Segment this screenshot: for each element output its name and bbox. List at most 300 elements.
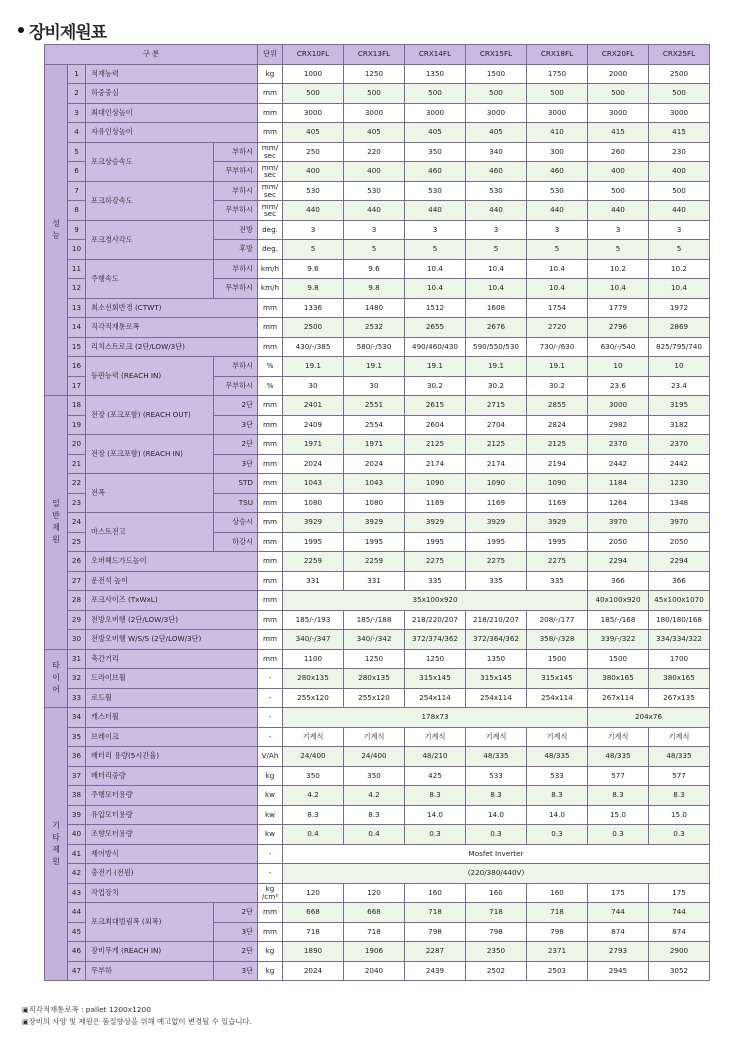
value-cell: 1350 (466, 649, 527, 669)
value-cell: 35x100x920 (283, 591, 588, 611)
value-cell: 500 (588, 181, 649, 201)
value-cell: 218/220/207 (405, 610, 466, 630)
item-name: 주행모터용량 (86, 786, 258, 806)
value-cell: 1000 (283, 64, 344, 84)
unit-cell: mm/ sec (258, 181, 283, 201)
value-cell: 2715 (466, 396, 527, 416)
value-cell: 2442 (588, 454, 649, 474)
value-cell: 48/335 (466, 747, 527, 767)
value-cell: 2174 (405, 454, 466, 474)
value-cell: 350 (344, 766, 405, 786)
value-cell: 1100 (283, 649, 344, 669)
value-cell: 2401 (283, 396, 344, 416)
unit-cell: kg (258, 64, 283, 84)
unit-cell: mm/ sec (258, 142, 283, 162)
row-number: 32 (68, 669, 86, 689)
value-cell: 405 (405, 123, 466, 143)
item-name: 배터리 용량(5시간율) (86, 747, 258, 767)
item-name: 주행속도 (86, 259, 214, 298)
value-cell: 440 (466, 201, 527, 221)
value-cell: 19.1 (466, 357, 527, 377)
value-cell: 2275 (527, 552, 588, 572)
value-cell: 580/-/530 (344, 337, 405, 357)
value-cell: 1608 (466, 298, 527, 318)
unit-cell: kg (258, 961, 283, 981)
value-cell: 기계식 (283, 727, 344, 747)
value-cell: 2174 (466, 454, 527, 474)
value-cell: 1971 (283, 435, 344, 455)
value-cell: 668 (344, 903, 405, 923)
table-row (45, 181, 710, 201)
value-cell: 340/-/342 (344, 630, 405, 650)
value-cell: 178x73 (283, 708, 588, 728)
row-number: 4 (68, 123, 86, 143)
value-cell: 160 (527, 883, 588, 903)
value-cell: 2945 (588, 961, 649, 981)
value-cell: 260 (588, 142, 649, 162)
row-number: 46 (68, 942, 86, 962)
value-cell: 2500 (283, 318, 344, 338)
header-category: 구 분 (45, 45, 258, 65)
value-cell: 3000 (649, 103, 710, 123)
unit-cell: kw (258, 825, 283, 845)
value-cell: 230 (649, 142, 710, 162)
value-cell: 350 (283, 766, 344, 786)
value-cell: 350 (405, 142, 466, 162)
item-name: 포크하강속도 (86, 181, 214, 220)
value-cell: 19.1 (283, 357, 344, 377)
unit-cell: mm (258, 298, 283, 318)
row-number: 27 (68, 571, 86, 591)
value-cell: 798 (405, 922, 466, 942)
value-cell: 220 (344, 142, 405, 162)
value-cell: 10.4 (588, 279, 649, 299)
unit-cell: km/h (258, 259, 283, 279)
value-cell: 335 (405, 571, 466, 591)
value-cell: 5 (527, 240, 588, 260)
value-cell: 1500 (527, 649, 588, 669)
value-cell: 1043 (344, 474, 405, 494)
unit-cell: mm (258, 649, 283, 669)
value-cell: 315x145 (405, 669, 466, 689)
value-cell: 358/-/328 (527, 630, 588, 650)
item-name: 전장 (포크포함) (REACH IN) (86, 435, 214, 474)
value-cell: 2050 (649, 532, 710, 552)
table-row (45, 747, 710, 767)
item-name: 등판능력 (REACH IN) (86, 357, 214, 396)
table-row (45, 552, 710, 572)
table-row (45, 844, 710, 864)
value-cell: 1480 (344, 298, 405, 318)
row-number: 2 (68, 84, 86, 104)
table-row (45, 766, 710, 786)
value-cell: 10.4 (649, 279, 710, 299)
value-cell: 372/374/362 (405, 630, 466, 650)
value-cell: 500 (649, 84, 710, 104)
row-number: 45 (68, 922, 86, 942)
value-cell: 40x100x920 (588, 591, 649, 611)
value-cell: 500 (283, 84, 344, 104)
value-cell: 10.4 (405, 279, 466, 299)
row-number: 40 (68, 825, 86, 845)
table-row (45, 591, 710, 611)
unit-cell: mm (258, 123, 283, 143)
value-cell: 267x114 (588, 688, 649, 708)
value-cell: 400 (283, 162, 344, 182)
value-cell: 1890 (283, 942, 344, 962)
value-cell: 1336 (283, 298, 344, 318)
item-name: 포크경사각도 (86, 220, 214, 259)
table-row (45, 864, 710, 884)
value-cell: 19.1 (527, 357, 588, 377)
value-cell: 2050 (588, 532, 649, 552)
value-cell: 530 (527, 181, 588, 201)
value-cell: 2371 (527, 942, 588, 962)
item-condition: 3단 (214, 922, 258, 942)
header-unit: 단위 (258, 45, 283, 65)
value-cell: 1995 (283, 532, 344, 552)
row-number: 34 (68, 708, 86, 728)
value-cell: 3929 (466, 513, 527, 533)
value-cell: 798 (527, 922, 588, 942)
row-number: 31 (68, 649, 86, 669)
value-cell: 533 (527, 766, 588, 786)
item-condition: STD (214, 474, 258, 494)
table-row (45, 610, 710, 630)
value-cell: 1043 (283, 474, 344, 494)
unit-cell: - (258, 844, 283, 864)
value-cell: 4.2 (283, 786, 344, 806)
item-condition: 하강시 (214, 532, 258, 552)
unit-cell: mm (258, 454, 283, 474)
value-cell: 3 (588, 220, 649, 240)
value-cell: 기계식 (527, 727, 588, 747)
row-number: 22 (68, 474, 86, 494)
item-name: 유압모터용량 (86, 805, 258, 825)
value-cell: 160 (466, 883, 527, 903)
item-name: 작업장치 (86, 883, 258, 903)
value-cell: 440 (588, 201, 649, 221)
item-name: 포크사이즈 (TxWxL) (86, 591, 258, 611)
value-cell: 254x114 (466, 688, 527, 708)
row-number: 1 (68, 64, 86, 84)
value-cell: 3 (344, 220, 405, 240)
value-cell: 500 (649, 181, 710, 201)
value-cell: 825/795/740 (649, 337, 710, 357)
item-name: 충전기 (전원) (86, 864, 258, 884)
value-cell: 2855 (527, 396, 588, 416)
value-cell: 2604 (405, 415, 466, 435)
value-cell: 19.1 (344, 357, 405, 377)
row-number: 9 (68, 220, 86, 240)
value-cell: 3195 (649, 396, 710, 416)
value-cell: 1350 (405, 64, 466, 84)
item-name: 제어방식 (86, 844, 258, 864)
value-cell: 2655 (405, 318, 466, 338)
value-cell: 204x76 (588, 708, 710, 728)
item-condition: 무부하시 (214, 162, 258, 182)
row-number: 25 (68, 532, 86, 552)
value-cell: 기계식 (344, 727, 405, 747)
value-cell: 2503 (527, 961, 588, 981)
value-cell: 5 (466, 240, 527, 260)
value-cell: 2125 (527, 435, 588, 455)
row-number: 11 (68, 259, 86, 279)
value-cell: 9.8 (344, 279, 405, 299)
value-cell: 10 (588, 357, 649, 377)
row-number: 28 (68, 591, 86, 611)
unit-cell: kg (258, 942, 283, 962)
value-cell: 2502 (466, 961, 527, 981)
unit-cell: mm (258, 630, 283, 650)
item-condition: 3단 (214, 454, 258, 474)
value-cell: 2024 (283, 454, 344, 474)
header-model: CRX18FL (527, 45, 588, 65)
table-row (45, 942, 710, 962)
value-cell: 334/334/322 (649, 630, 710, 650)
table-row (45, 357, 710, 377)
table-row (45, 805, 710, 825)
value-cell: 5 (283, 240, 344, 260)
value-cell: 0.3 (588, 825, 649, 845)
row-number: 5 (68, 142, 86, 162)
value-cell: 3000 (527, 103, 588, 123)
item-name: 전폭 (86, 474, 214, 513)
unit-cell: mm (258, 513, 283, 533)
value-cell: 185/-/168 (588, 610, 649, 630)
value-cell: 30 (344, 376, 405, 396)
value-cell: 185/-/193 (283, 610, 344, 630)
value-cell: 500 (466, 84, 527, 104)
value-cell: 5 (588, 240, 649, 260)
value-cell: 48/335 (649, 747, 710, 767)
category-label: 성 능 (45, 64, 68, 396)
item-condition: 2단 (214, 942, 258, 962)
row-number: 10 (68, 240, 86, 260)
category-label: 타 이 어 (45, 649, 68, 708)
value-cell: 500 (405, 84, 466, 104)
unit-cell: % (258, 376, 283, 396)
value-cell: 460 (527, 162, 588, 182)
value-cell: 8.3 (649, 786, 710, 806)
item-name: 드라이브휠 (86, 669, 258, 689)
table-row (45, 571, 710, 591)
value-cell: 8.3 (588, 786, 649, 806)
value-cell: 798 (466, 922, 527, 942)
value-cell: 3 (405, 220, 466, 240)
value-cell: 2125 (405, 435, 466, 455)
value-cell: 1080 (283, 493, 344, 513)
value-cell: 180/180/168 (649, 610, 710, 630)
value-cell: 577 (649, 766, 710, 786)
value-cell: 0.3 (527, 825, 588, 845)
item-condition: 상승시 (214, 513, 258, 533)
value-cell: 2554 (344, 415, 405, 435)
table-row (45, 103, 710, 123)
value-cell: 2287 (405, 942, 466, 962)
value-cell: 331 (344, 571, 405, 591)
unit-cell: mm (258, 571, 283, 591)
value-cell: 1754 (527, 298, 588, 318)
value-cell: 8.3 (527, 786, 588, 806)
unit-cell: mm (258, 318, 283, 338)
value-cell: 4.2 (344, 786, 405, 806)
table-row (45, 142, 710, 162)
unit-cell: mm (258, 415, 283, 435)
value-cell: 315x145 (466, 669, 527, 689)
row-number: 43 (68, 883, 86, 903)
unit-cell: mm/ sec (258, 162, 283, 182)
table-row (45, 318, 710, 338)
value-cell: 630/-/540 (588, 337, 649, 357)
value-cell: 1779 (588, 298, 649, 318)
table-row (45, 435, 710, 455)
item-condition: 전방 (214, 220, 258, 240)
item-condition: 부하시 (214, 259, 258, 279)
value-cell: 기계식 (649, 727, 710, 747)
value-cell: 335 (527, 571, 588, 591)
item-name: 최대인상높이 (86, 103, 258, 123)
value-cell: 1184 (588, 474, 649, 494)
unit-cell: deg. (258, 240, 283, 260)
value-cell: 9.8 (283, 279, 344, 299)
value-cell: 10.2 (588, 259, 649, 279)
value-cell: 2350 (466, 942, 527, 962)
value-cell: 530 (283, 181, 344, 201)
value-cell: 440 (283, 201, 344, 221)
value-cell: 331 (283, 571, 344, 591)
value-cell: 530 (466, 181, 527, 201)
value-cell: 668 (283, 903, 344, 923)
row-number: 17 (68, 376, 86, 396)
value-cell: 19.1 (405, 357, 466, 377)
value-cell: 440 (649, 201, 710, 221)
value-cell: 2442 (649, 454, 710, 474)
item-name: 직각적재통로폭 (86, 318, 258, 338)
value-cell: 718 (283, 922, 344, 942)
value-cell: 175 (588, 883, 649, 903)
value-cell: 2370 (588, 435, 649, 455)
unit-cell: mm (258, 552, 283, 572)
row-number: 38 (68, 786, 86, 806)
value-cell: 718 (405, 903, 466, 923)
value-cell: 2259 (283, 552, 344, 572)
table-row (45, 961, 710, 981)
value-cell: 400 (344, 162, 405, 182)
row-number: 26 (68, 552, 86, 572)
category-label: 일 반 제 원 (45, 396, 68, 650)
value-cell: 460 (405, 162, 466, 182)
item-condition: 2단 (214, 435, 258, 455)
item-name: 로드휠 (86, 688, 258, 708)
table-row (45, 220, 710, 240)
value-cell: 3000 (588, 396, 649, 416)
value-cell: 15.0 (588, 805, 649, 825)
unit-cell: mm (258, 903, 283, 923)
value-cell: 2900 (649, 942, 710, 962)
value-cell: 2796 (588, 318, 649, 338)
unit-cell: kw (258, 805, 283, 825)
value-cell: 255x120 (283, 688, 344, 708)
value-cell: 1972 (649, 298, 710, 318)
value-cell: 5 (649, 240, 710, 260)
unit-cell: mm/ sec (258, 201, 283, 221)
value-cell: 48/210 (405, 747, 466, 767)
row-number: 6 (68, 162, 86, 182)
value-cell: 1250 (344, 649, 405, 669)
value-cell: 577 (588, 766, 649, 786)
unit-cell: mm (258, 435, 283, 455)
value-cell: 718 (466, 903, 527, 923)
row-number: 42 (68, 864, 86, 884)
value-cell: 2194 (527, 454, 588, 474)
footnote: ▣ 장비의 사양 및 제원은 품질향상을 위해 예고없이 변경될 수 있습니다. (22, 1016, 252, 1028)
value-cell: 3929 (405, 513, 466, 533)
value-cell: 2409 (283, 415, 344, 435)
value-cell: 1230 (649, 474, 710, 494)
table-row (45, 883, 710, 903)
row-number: 44 (68, 903, 86, 923)
value-cell: 874 (649, 922, 710, 942)
value-cell: 500 (527, 84, 588, 104)
row-number: 20 (68, 435, 86, 455)
value-cell: 430/-/385 (283, 337, 344, 357)
value-cell: 1264 (588, 493, 649, 513)
value-cell: 2532 (344, 318, 405, 338)
value-cell: 2704 (466, 415, 527, 435)
item-name: 리치스트로크 (2단/LOW/3단) (86, 337, 258, 357)
value-cell: 2793 (588, 942, 649, 962)
value-cell: 2024 (283, 961, 344, 981)
value-cell: 500 (344, 84, 405, 104)
value-cell: 340/-/347 (283, 630, 344, 650)
value-cell: 218/210/207 (466, 610, 527, 630)
category-label: 기 타 제 원 (45, 708, 68, 981)
row-number: 29 (68, 610, 86, 630)
value-cell: 10.4 (527, 279, 588, 299)
value-cell: 1169 (405, 493, 466, 513)
value-cell: 기계식 (466, 727, 527, 747)
value-cell: 120 (344, 883, 405, 903)
value-cell: 335 (466, 571, 527, 591)
item-name: 캐스터휠 (86, 708, 258, 728)
value-cell: 3182 (649, 415, 710, 435)
table-row (45, 84, 710, 104)
header-model: CRX20FL (588, 45, 649, 65)
item-name: 축간거리 (86, 649, 258, 669)
row-number: 18 (68, 396, 86, 416)
value-cell: 874 (588, 922, 649, 942)
value-cell: 3929 (527, 513, 588, 533)
value-cell: 30.2 (466, 376, 527, 396)
row-number: 35 (68, 727, 86, 747)
row-number: 47 (68, 961, 86, 981)
row-number: 21 (68, 454, 86, 474)
value-cell: 1090 (466, 474, 527, 494)
unit-cell: deg. (258, 220, 283, 240)
item-name: 배터리중량 (86, 766, 258, 786)
header-model: CRX14FL (405, 45, 466, 65)
value-cell: 2040 (344, 961, 405, 981)
header-model: CRX25FL (649, 45, 710, 65)
row-number: 12 (68, 279, 86, 299)
value-cell: 1995 (405, 532, 466, 552)
value-cell: 30 (283, 376, 344, 396)
item-condition: 후방 (214, 240, 258, 260)
value-cell: 5 (405, 240, 466, 260)
value-cell: 24/400 (283, 747, 344, 767)
value-cell: 254x114 (405, 688, 466, 708)
